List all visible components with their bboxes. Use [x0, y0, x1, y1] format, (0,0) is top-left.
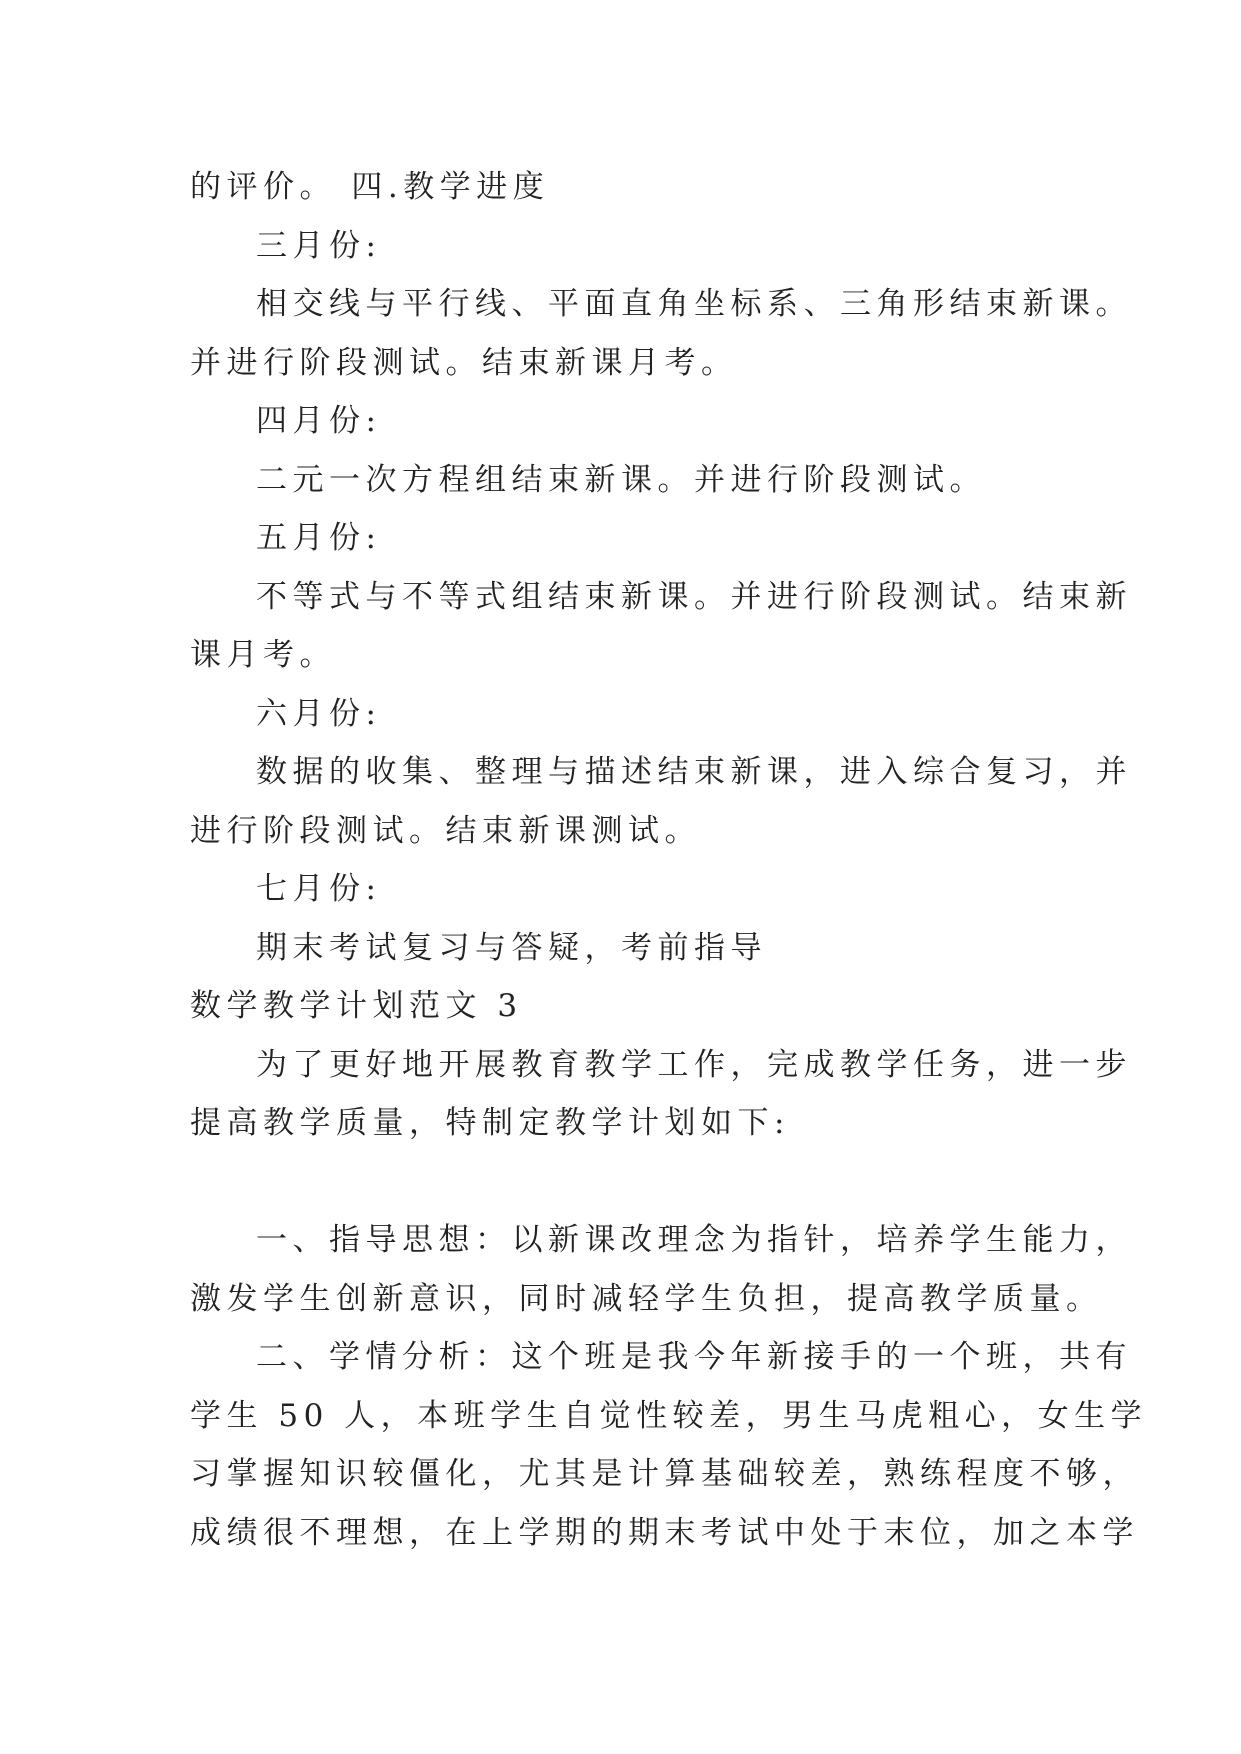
text-line: 的评价。 四.教学进度 — [190, 169, 550, 205]
text-line: 三月份: — [256, 227, 382, 264]
text-line: 为了更好地开展教育教学工作，完成教学任务，进一步 — [256, 1046, 1132, 1083]
text-line: 课月考。 — [190, 637, 336, 673]
text-line: 进行阶段测试。结束新课测试。 — [190, 812, 701, 849]
text-line: 二元一次方程组结束新课。并进行阶段测试。 — [256, 461, 986, 498]
text-line: 七月份: — [256, 871, 382, 907]
text-line: 一、指导思想：以新课改理念为指针，培养学生能力， — [256, 1222, 1132, 1258]
section-heading: 数学教学计划范文 3 — [190, 988, 523, 1024]
text-line: 不等式与不等式组结束新课。并进行阶段测试。结束新 — [256, 578, 1132, 615]
text-line: 成绩很不理想，在上学期的期末考试中处于末位，加之本学 — [190, 1514, 1139, 1551]
text-line: 相交线与平行线、平面直角坐标系、三角形结束新课。 — [256, 286, 1132, 322]
text-line: 五月份: — [256, 520, 382, 556]
text-line: 六月份: — [256, 695, 382, 732]
text-line: 并进行阶段测试。结束新课月考。 — [190, 344, 738, 381]
blank-line — [190, 1153, 1070, 1212]
text-line: 激发学生创新意识，同时减轻学生负担，提高教学质量。 — [190, 1280, 1103, 1317]
document-body — [190, 158, 1148, 1562]
text-line: 学生 50 人，本班学生自觉性较差，男生马虎粗心，女生学 — [190, 1397, 1148, 1434]
text-line: 期末考试复习与答疑，考前指导 — [256, 929, 767, 966]
text-line: 习掌握知识较僵化，尤其是计算基础较差，熟练程度不够， — [190, 1456, 1139, 1492]
text-line: 四月份: — [256, 403, 382, 439]
text-line: 二、学情分析：这个班是我今年新接手的一个班，共有 — [256, 1339, 1132, 1375]
text-line: 提高教学质量，特制定教学计划如下: — [190, 1105, 790, 1141]
text-line: 数据的收集、整理与描述结束新课，进入综合复习，并 — [256, 754, 1132, 790]
